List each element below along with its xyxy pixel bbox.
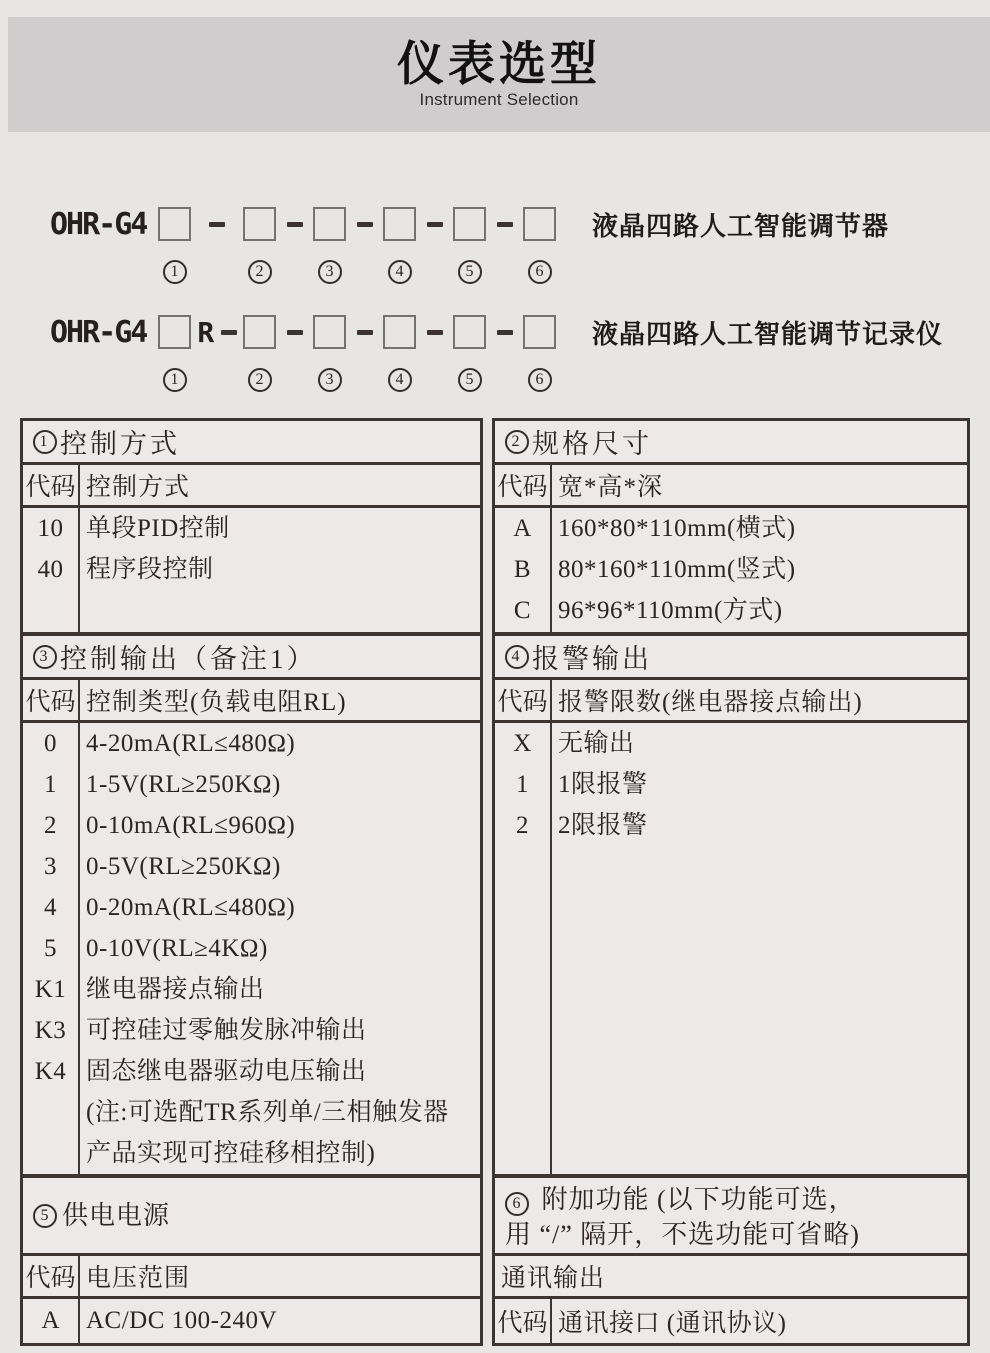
page-title: 仪表选型: [397, 37, 601, 91]
section-title: 控制输出（备注1）: [60, 644, 317, 674]
section-number: 2: [505, 430, 529, 454]
code-cell: 5: [44, 935, 57, 962]
selection-tables: [20, 418, 970, 1346]
code-cell: 0: [44, 730, 57, 757]
code-cell: K3: [34, 1017, 67, 1044]
code-column-header: 代码: [495, 680, 552, 720]
slot-number-row: [0, 366, 990, 394]
page-header-band: [8, 17, 990, 132]
dash-separator: [416, 330, 453, 335]
code-cell: X: [513, 730, 532, 757]
model-description: 液晶四路人工智能调节器: [592, 210, 890, 241]
code-cell: C: [513, 597, 532, 624]
code-cell: K1: [34, 976, 67, 1003]
desc-cell: 2限报警: [558, 812, 648, 839]
model-description: 液晶四路人工智能调节记录仪: [592, 318, 944, 349]
slot-number: 6: [528, 368, 552, 392]
code-cell: A: [23, 1299, 80, 1343]
section-number: 1: [33, 430, 57, 454]
section-title: 报警输出: [532, 644, 652, 674]
slot-number: 6: [528, 260, 552, 284]
code-cell: [23, 1133, 78, 1174]
page-subtitle: Instrument Selection: [419, 89, 579, 109]
code-column-header: 代码: [23, 680, 80, 720]
slot-number: 3: [318, 260, 342, 284]
dash-separator: [486, 222, 523, 227]
code-slot-box: [523, 315, 556, 349]
slot-number: 1: [163, 368, 187, 392]
code-slot-box: [453, 315, 486, 349]
desc-cell: 程序段控制: [86, 556, 214, 583]
code-cell: 2: [516, 812, 529, 839]
section-5-power-supply: [23, 1174, 480, 1343]
section-1-control-mode: [23, 421, 480, 632]
code-column-header: 代码: [23, 465, 80, 505]
code-slot-box: [243, 207, 276, 241]
desc-cell: AC/DC 100-240V: [86, 1307, 278, 1334]
slot-number: 5: [458, 260, 482, 284]
code-cell: 3: [44, 853, 57, 880]
section-title: 规格尺寸: [532, 429, 652, 459]
desc-column-header: 宽*高*深: [558, 474, 664, 501]
column-headers: [23, 465, 480, 508]
code-slot-box: [383, 315, 416, 349]
section-4-alarm-output: [495, 632, 967, 1174]
section-header: [495, 1178, 967, 1256]
section-body: [23, 508, 480, 632]
desc-column-header: 电压范围: [86, 1265, 191, 1292]
table-row: [23, 1299, 480, 1343]
dash-separator: [276, 222, 313, 227]
slot-number: 5: [458, 368, 482, 392]
desc-cell: 可控硅过零触发脉冲输出: [86, 1017, 367, 1044]
code-slot-box: [313, 315, 346, 349]
dash-separator: [416, 222, 453, 227]
section-header: [495, 421, 967, 465]
section-body: [23, 723, 480, 1174]
selection-table-left: [20, 418, 483, 1346]
desc-column-header: 控制方式: [86, 474, 191, 501]
code-slot-box: [158, 207, 191, 241]
code-cell: A: [513, 515, 532, 542]
desc-cell: 0-20mA(RL≤480Ω): [86, 894, 296, 921]
model-prefix: OHR-G4: [50, 206, 147, 242]
section-header: [23, 1178, 480, 1256]
section-3-control-output: [23, 632, 480, 1174]
desc-cell: 4-20mA(RL≤480Ω): [86, 730, 296, 757]
column-headers: [495, 465, 967, 508]
section-body: [495, 723, 967, 1174]
code-slot-box: [313, 207, 346, 241]
section-6-additional-functions: [495, 1174, 967, 1343]
desc-cell: 继电器接点输出: [86, 976, 265, 1003]
desc-cell: 0-10mA(RL≤960Ω): [86, 812, 296, 839]
dash-separator: [346, 330, 383, 335]
slot-number: 1: [163, 260, 187, 284]
code-cell: 1: [44, 771, 57, 798]
code-cell: 2: [44, 812, 57, 839]
code-cell: 10: [37, 515, 64, 542]
table-row: [495, 1299, 967, 1343]
desc-cell: (注:可选配TR系列单/三相触发器: [86, 1099, 449, 1126]
slot-number: 3: [318, 368, 342, 392]
code-slot-box: [383, 207, 416, 241]
code-column-header: 代码: [23, 1256, 80, 1296]
desc-cell: 1-5V(RL≥250KΩ): [86, 771, 281, 798]
r-suffix-label: R: [197, 315, 215, 349]
code-slot-box: [523, 207, 556, 241]
model-line-recorder: [0, 310, 990, 354]
section-title-line1: 附加功能 (以下功能可选，: [541, 1185, 856, 1214]
slot-number-row: [0, 258, 990, 286]
slot-number: 2: [248, 260, 272, 284]
comm-output-header: 通讯输出: [495, 1256, 967, 1299]
section-title: 控制方式: [60, 429, 180, 459]
code-cell: B: [513, 556, 532, 583]
column-headers: [23, 680, 480, 723]
section-header: [495, 636, 967, 680]
desc-cell: 固态继电器驱动电压输出: [86, 1058, 367, 1085]
desc-column-header: 控制类型(负载电阻RL): [86, 689, 347, 716]
code-slot-box: [453, 207, 486, 241]
section-body: [495, 508, 967, 632]
section-number: 4: [505, 645, 529, 669]
code-cell: 1: [516, 771, 529, 798]
section-title-line2: 用 “/” 隔开，不选功能可省略): [505, 1220, 860, 1249]
desc-cell: 160*80*110mm(横式): [558, 515, 796, 542]
desc-column-header: 通讯接口 (通讯协议): [558, 1310, 787, 1337]
section-header: [23, 421, 480, 465]
desc-cell: 1限报警: [558, 771, 648, 798]
desc-cell: 0-5V(RL≥250KΩ): [86, 853, 281, 880]
model-code-section: [0, 190, 990, 394]
column-headers: [495, 680, 967, 723]
section-number: 5: [33, 1204, 57, 1228]
slot-number: 2: [248, 368, 272, 392]
code-slot-box: [158, 315, 191, 349]
slot-number: 4: [388, 368, 412, 392]
code-cell: 40: [37, 556, 64, 583]
model-line-controller: [0, 202, 990, 246]
desc-cell: 96*96*110mm(方式): [558, 597, 783, 624]
dash-separator: [486, 330, 523, 335]
desc-cell: 产品实现可控硅移相控制): [86, 1140, 376, 1167]
code-column-header: 代码: [495, 465, 552, 505]
section-number: 3: [33, 645, 57, 669]
selection-table-right: [492, 418, 970, 1346]
code-slot-box: [243, 315, 276, 349]
desc-column-header: 报警限数(继电器接点输出): [558, 689, 863, 716]
dash-separator: [276, 330, 313, 335]
dash-separator: [191, 222, 243, 227]
model-prefix: OHR-G4: [50, 314, 147, 350]
section-header: [23, 636, 480, 680]
code-cell: 4: [44, 894, 57, 921]
section-number: 6: [505, 1192, 529, 1216]
code-cell: K4: [34, 1058, 67, 1085]
r-suffix-separator: [191, 316, 243, 349]
desc-cell: 单段PID控制: [86, 515, 230, 542]
slot-number: 4: [388, 260, 412, 284]
desc-cell: 80*160*110mm(竖式): [558, 556, 796, 583]
desc-cell: 0-10V(RL≥4KΩ): [86, 935, 268, 962]
section-2-dimensions: [495, 421, 967, 632]
dash-separator: [346, 222, 383, 227]
column-headers: [23, 1256, 480, 1299]
code-column-header: 代码: [495, 1299, 552, 1343]
code-cell: [23, 1092, 78, 1133]
section-title: 供电电源: [62, 1201, 171, 1230]
desc-cell: 无输出: [558, 730, 635, 757]
